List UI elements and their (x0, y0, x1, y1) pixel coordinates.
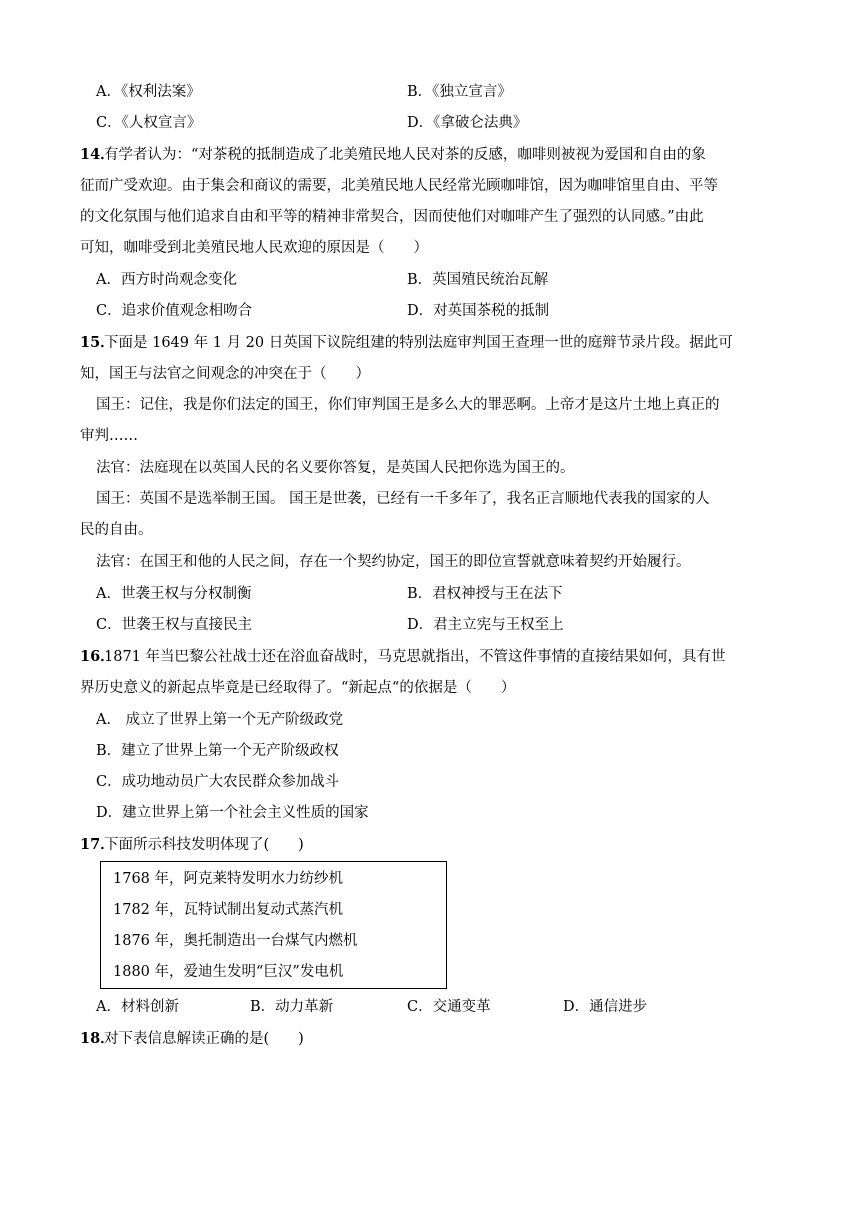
q15-number: 15． (80, 334, 115, 351)
q14-stem-line: 征而广受欢迎。由于集会和商议的需要，北美殖民地人民经常光顾咖啡馆，因为咖啡馆里自由、平等 (80, 178, 718, 194)
q15-material-line: 国王：英国不是选举制王国。 国王是世袭，已经有一千多年了，我名正言顺地代表我的国家的人 (96, 491, 710, 507)
q14-stem-line: 有学者认为：“对茶税的抵制造成了北美殖民地人民对茶的反感，咖啡则被视为爱国和自由的象 (104, 147, 706, 163)
q15-material-line: 国王：记住，我是你们法定的国王，你们审判国王是多么大的罪恶啊。上帝才是这片土地上真正的 (96, 397, 720, 413)
q17-box-line: 1880 年，爱迪生发明“巨汉”发电机 (113, 964, 344, 980)
q16-stem-line: 1871 年当巴黎公社战士还在浴血奋战时，马克思就指出，不管这件事情的直接结果如何，具有世 (104, 649, 726, 665)
q16-option-b: B．建立了世界上第一个无产阶级政权 (96, 743, 339, 759)
q13-option-c: C．《人权宣言》 (96, 115, 202, 131)
q13-option-d: D．《拿破仑法典》 (407, 115, 528, 131)
q14-stem-line: 的文化氛围与他们追求自由和平等的精神非常契合，因而使他们对咖啡产生了强烈的认同感。”由此 (80, 209, 704, 225)
q14-number: 14． (80, 146, 115, 163)
q15-option-a: A．世袭王权与分权制衡 (96, 586, 252, 602)
q15-stem-line: 下面是 1649 年 1 月 20 日英国下议院组建的特别法庭审判国王查理一世的庭辩节录片段。据此可 (104, 335, 733, 351)
q15-material-line: 法官：法庭现在以英国人民的名义要你答复，是英国人民把你选为国王的。 (96, 460, 575, 476)
q16-option-a: A． 成立了世界上第一个无产阶级政党 (96, 712, 344, 728)
q15-option-b: B．君权神授与王在法下 (407, 586, 563, 602)
q16-number: 16． (80, 648, 115, 665)
q15-material-line: 法官：在国王和他的人民之间，存在一个契约协定，国王的即位宣誓就意味着契约开始履行。 (96, 554, 691, 570)
q14-stem-line: 可知，咖啡受到北美殖民地人民欢迎的原因是（ ） (80, 240, 428, 256)
q14-option-b: B．英国殖民统治瓦解 (407, 272, 549, 288)
q15-stem-line: 知，国王与法官之间观念的冲突在于（ ） (80, 366, 370, 382)
q14-option-d: D．对英国茶税的抵制 (407, 303, 550, 319)
q17-option-d: D．通信进步 (563, 999, 648, 1015)
q16-stem-line: 界历史意义的新起点毕竟是已经取得了。“新起点“的依据是（ ） (80, 680, 516, 696)
q13-option-a: A．《权利法案》 (96, 84, 201, 100)
q17-option-a: A．材料创新 (96, 999, 179, 1015)
q17-option-b: B．动力革新 (250, 999, 334, 1015)
q13-option-b: B．《独立宣言》 (407, 84, 512, 100)
q17-box-line: 1782 年，瓦特试制出复动式蒸汽机 (113, 902, 344, 918)
q15-material-line: 审判…… (80, 428, 138, 444)
q15-option-c: C．世袭王权与直接民主 (96, 617, 253, 633)
q14-option-a: A．西方时尚观念变化 (96, 272, 237, 288)
q17-box-line: 1876 年，奥托制造出一台煤气内燃机 (113, 933, 358, 949)
q17-option-c: C．交通变革 (407, 999, 491, 1015)
q18-number: 18． (80, 1030, 115, 1047)
q17-box-line: 1768 年，阿克莱特发明水力纺纱机 (113, 871, 344, 887)
q17-stem: 下面所示科技发明体现了( ) (104, 837, 304, 853)
q16-option-d: D．建立世界上第一个社会主义性质的国家 (96, 805, 369, 821)
q17-number: 17． (80, 836, 115, 853)
q15-option-d: D．君主立宪与王权至上 (407, 617, 564, 633)
q14-option-c: C．追求价值观念相吻合 (96, 303, 253, 319)
q15-material-line: 民的自由。 (80, 522, 153, 538)
q18-stem: 对下表信息解读正确的是( ) (104, 1031, 304, 1047)
q16-option-c: C．成功地动员广大农民群众参加战斗 (96, 774, 340, 790)
